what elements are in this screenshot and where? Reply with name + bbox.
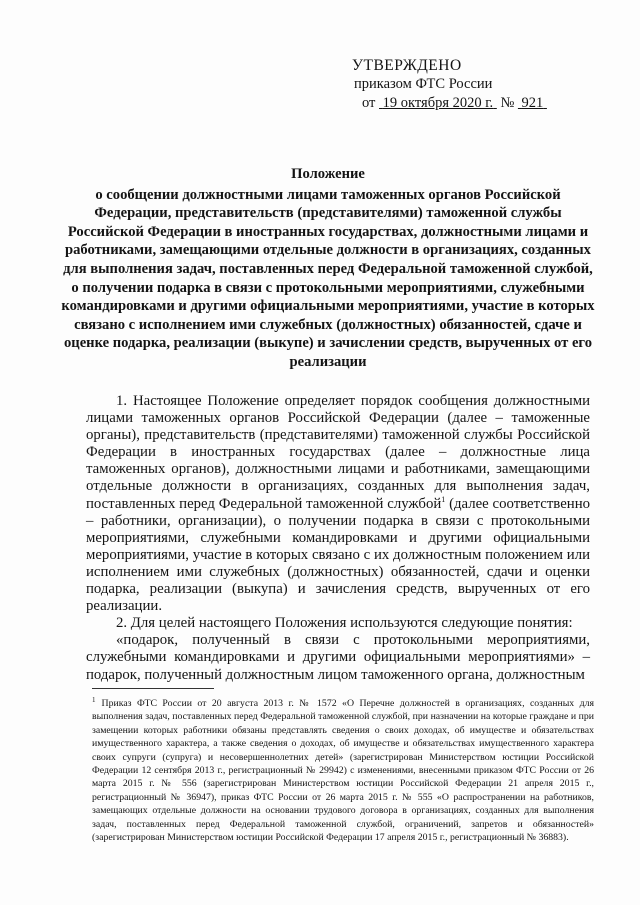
footnote (92, 697, 594, 844)
order-date: 19 октября 2020 г. (382, 95, 494, 111)
approval-stamp (352, 56, 592, 113)
footnote-text: Приказ ФТС России от 20 августа 2013 г. № 1572 «О Перечне должностей в организациях, созданных для выполнения задач, поставленных перед Федеральной таможенной службой, при назначении на которые граждане и при замещении которых работники обязаны представлять сведения о своих доходах, об имуществе и обязательствах имущественного характера, а также сведения о доходах, об имуществе и обязательствах имущественного характера своих супруги (супруга) и несовершеннолетних детей» (зарегистрирован Министерством юстиции Российской Федерации 12 сентября 2013 г., регистрационный № 29942) с изменениями, внесенными приказом ФТС России от 26 марта 2015 г. № 556 (зарегистрирован Министерством юстиции Российской Федерации 21 апреля 2015 г., регистрационный № 36947), приказ ФТС России от 26 марта 2015 г. № 555 «О распространении на работников, замещающих отдельные должности на основании трудового договора в организациях, созданных для выполнения задач, поставленных перед Федеральной таможенной службой, ограничений, запретов и обязанностей» (зарегистрирован Министерством юстиции Российской Федерации 17 апреля 2015 г., регистрационный № 36883). (92, 698, 594, 844)
paragraph-1: 1. Настоящее Положение определяет порядок сообщения должностными лицами таможенных органов Российской Федерации (далее – таможенные органы), представительств (представителями) таможенной службы Российской Федерации в иностранных государствах (далее – должностные лица таможенных органов), должностными лицами и работниками, замещающими отдельные должности в организациях, созданных для выполнения задач, поставленных перед Федеральной таможенной службой$^1$ (далее соответственно – работники, организации), о получении подарка в связи с протокольными мероприятиями, служебными командировками и другими официальными мероприятиями, участие в которых связано с их должностным положением или исполнением ими служебных (должностных) обязанностей, сдачи и оценки подарка, реализации (выкупа) и зачисления средств, вырученных от его реализации. (86, 393, 591, 615)
document-body (86, 393, 590, 684)
title-heading: Положение (291, 166, 365, 182)
paragraph-2: 2. Для целей настоящего Положения используются следующие понятия: (116, 615, 573, 632)
date-prefix: от (362, 95, 376, 111)
footnote-number: 1 (92, 695, 96, 704)
title-subtitle: о сообщении должностными лицами таможенных органов Российской Федерации, представительств (представителями) таможенной службы Российской Федерации в иностранных государствах, должностными лицами и работниками, замещающими отдельные должности в организациях, созданных для выполнения задач, поставленных перед Федеральной таможенной службой, о получении подарка в связи с протокольными мероприятиями, служебными командировками и другими официальными мероприятиями, участие в которых связано с исполнением ими служебных (должностных) обязанностей, сдаче и оценке подарка, реализации (выкупе) и зачислении средств, вырученных от его реализации (61, 186, 595, 370)
number-prefix: № (500, 95, 515, 111)
order-date-line (352, 94, 592, 113)
footnote-reference: 1 (441, 494, 446, 504)
footnote-divider (92, 688, 214, 689)
order-number: 921 (521, 95, 544, 111)
order-label: приказом ФТС России (354, 76, 493, 92)
paragraph-3: «подарок, полученный в связи с протокольными мероприятиями, служебными командировками и другими официальными мероприятиями» – подарок, полученный должностным лицом таможенного органа, должностным (86, 632, 590, 683)
document-title (58, 165, 598, 372)
approved-label: УТВЕРЖДЕНО (352, 57, 462, 74)
